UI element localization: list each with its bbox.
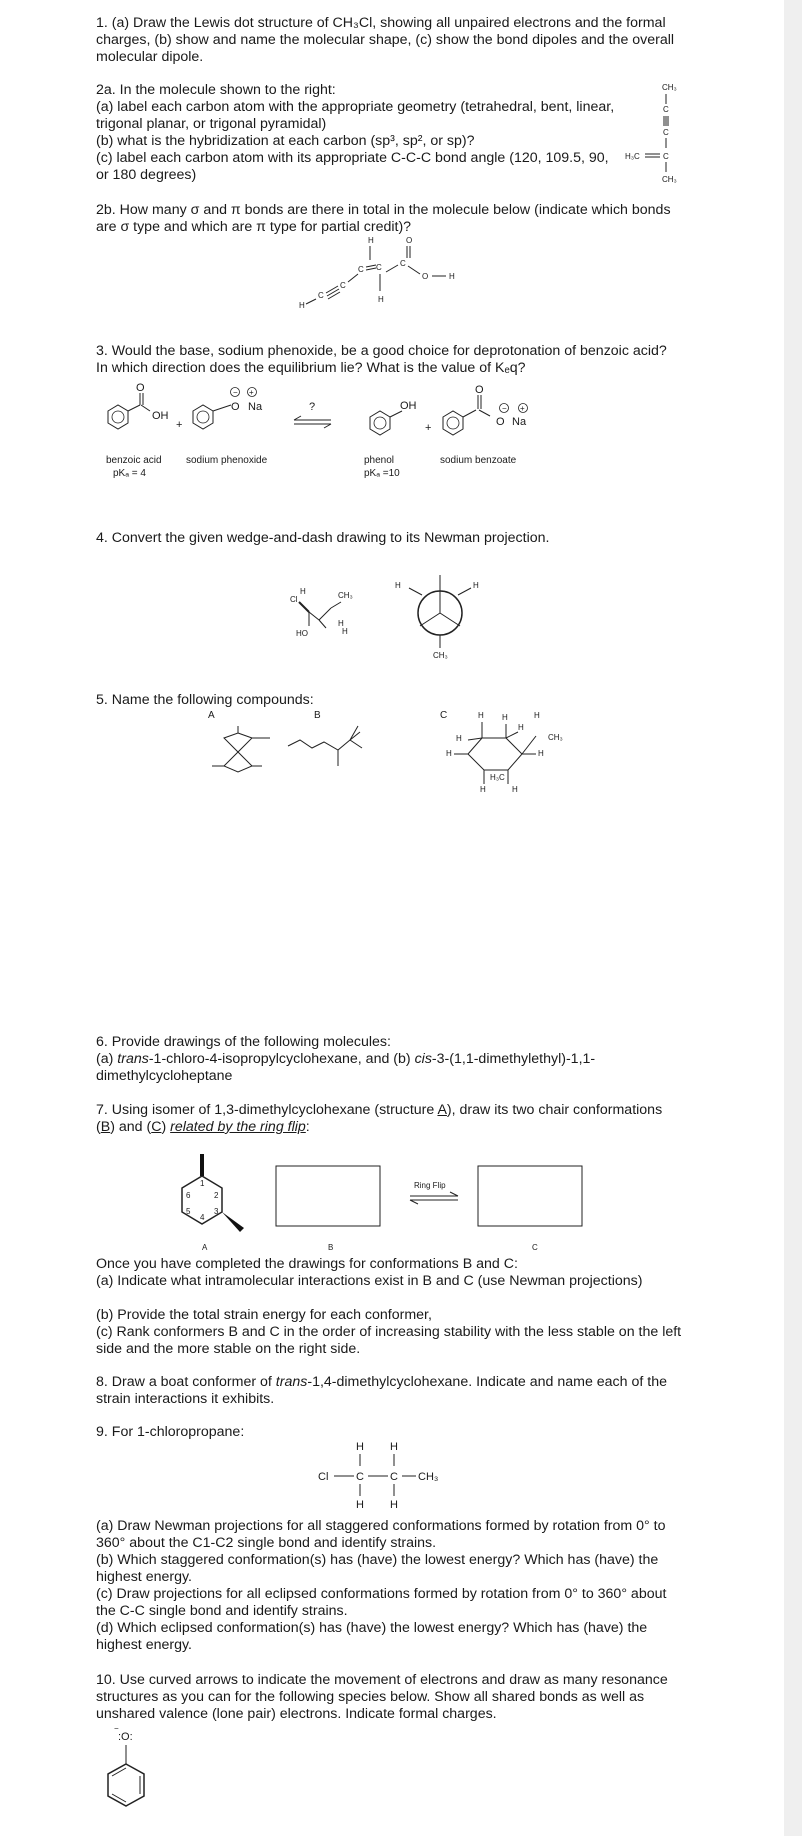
q7-diagram xyxy=(170,1150,600,1260)
q10-charge: − xyxy=(114,1724,119,1733)
question-6-intro: 6. Provide drawings of the following molecules: xyxy=(96,1034,391,1050)
q5-compound-b xyxy=(288,726,362,766)
question-9-intro: 9. For 1-chloropropane: xyxy=(96,1424,245,1440)
q3-na-phenoxide: Na xyxy=(248,401,263,413)
q2b-molecule xyxy=(296,236,486,312)
q9-part-c: (c) Draw projections for all eclipsed conformations formed by rotation from 0° to 360° about the C-C single bond and identify strains. xyxy=(96,1586,667,1619)
q3-plus-phenoxide: + xyxy=(249,388,254,397)
q9-cl: Cl xyxy=(318,1471,329,1483)
q7-ring-4: 4 xyxy=(200,1213,205,1222)
q3-plus-right: + xyxy=(425,422,432,434)
question-8 xyxy=(96,1374,676,1408)
q2a-ch3-bottom: CH₃ xyxy=(662,175,677,184)
q9-h3: H xyxy=(356,1499,364,1511)
q8-rest: -1,4-dimethylcyclohexane. Indicate and name each of the strain interactions it exhibits. xyxy=(96,1374,667,1407)
q2a-c2: C xyxy=(663,128,669,137)
question-2a-part-b: (b) what is the hybridization at each carbon (sp³, sp², or sp)? xyxy=(96,133,475,149)
question-2a-part-a: (a) label each carbon atom with the appropriate geometry (tetrahedral, bent, linear, trigonal planar, or trigonal pyramidal) xyxy=(96,99,615,132)
q3-o-benzoic: O xyxy=(136,382,145,394)
q8-trans: trans xyxy=(275,1374,308,1390)
q5-compounds xyxy=(200,708,620,794)
q9-c2: C xyxy=(390,1471,398,1483)
q5-c-h2: H xyxy=(456,734,462,743)
q3-reaction xyxy=(98,383,568,483)
q4-h2: H xyxy=(338,619,344,628)
question-3 xyxy=(96,343,676,377)
q7-text-5: : xyxy=(305,1119,310,1135)
q9-h1: H xyxy=(356,1441,364,1453)
q5-c-h4: H xyxy=(518,723,524,732)
q4-newman-ch3: CH₃ xyxy=(433,651,448,660)
question-7-followup xyxy=(96,1256,696,1358)
question-2b xyxy=(96,202,676,236)
q9-c1: C xyxy=(356,1471,364,1483)
q2b-h-bottom: H xyxy=(378,295,384,304)
question-7-text xyxy=(96,1102,676,1136)
q3-plus-left: + xyxy=(176,419,183,431)
q3-minus-benzoate: − xyxy=(502,404,507,413)
q7-label-a: A xyxy=(202,1243,208,1252)
q7-followup-c: (c) Rank conformers B and C in the order of increasing stability with the less stable on the left side and the more stable on the right side. xyxy=(96,1324,682,1357)
q2a-molecule xyxy=(620,80,680,195)
q9-ch3: CH₃ xyxy=(418,1471,439,1483)
q4-ch3: CH₃ xyxy=(338,591,353,600)
q7-ring-3: 3 xyxy=(214,1207,219,1216)
q2b-c2: C xyxy=(340,281,346,290)
q2b-h-right: H xyxy=(449,272,455,281)
q3-oh-benzoic: OH xyxy=(152,410,169,422)
q7-text-4: ) xyxy=(161,1119,171,1135)
q7-followup-intro: Once you have completed the drawings for conformations B and C: xyxy=(96,1256,518,1272)
q7-text-2: ), draw its two chair conformations ( xyxy=(96,1102,663,1135)
question-5 xyxy=(96,692,676,709)
q3-plus-benzoate: + xyxy=(520,404,525,413)
page-edge-strip xyxy=(784,0,802,1836)
question-4 xyxy=(96,530,676,547)
q9-part-d: (d) Which eclipsed conformation(s) has (have) the lowest energy? Which has (have) the highest energy. xyxy=(96,1620,648,1653)
question-10-text: 10. Use curved arrows to indicate the movement of electrons and draw as many resonance structures as you can for the following species below. Show all shared bonds as well as unshared valence (lone pair) electrons. Indicate formal charges. xyxy=(96,1672,668,1722)
q6-b-rest: -3-(1,1-dimethylethyl)-1,1-dimethylcycloheptane xyxy=(96,1051,596,1084)
q4-h3: H xyxy=(342,627,348,636)
question-2b-text: 2b. How many σ and π bonds are there in total in the molecule below (indicate which bonds are σ type and which are π type for partial credit)? xyxy=(96,202,671,235)
q10-o-anion: :O: xyxy=(118,1731,133,1743)
q7-followup-b: (b) Provide the total strain energy for each conformer, xyxy=(96,1307,432,1323)
q7-label-b: B xyxy=(328,1243,334,1252)
q4-newman-h1: H xyxy=(395,581,401,590)
q5-compound-a xyxy=(212,726,270,772)
q2b-o-single: O xyxy=(422,272,429,281)
q3-na-benzoate: Na xyxy=(512,416,527,428)
q7-followup-a: (a) Indicate what intramolecular interactions exist in B and C (use Newman projections) xyxy=(96,1273,643,1289)
q3-question-mark: ? xyxy=(309,401,316,413)
q6-a-prefix: (a) xyxy=(96,1051,118,1067)
q4-newman xyxy=(395,570,485,660)
q3-sodium-phenoxide-label: sodium phenoxide xyxy=(186,455,268,466)
question-2a-part-c: (c) label each carbon atom with its appropriate C-C-C bond angle (120, 109.5, 90, or 180 degrees) xyxy=(96,150,609,183)
q2a-h3c: H₃C xyxy=(625,152,640,161)
q2a-c1: C xyxy=(663,105,669,114)
q7-ring-flip-link: related by the ring flip xyxy=(170,1119,306,1135)
question-5-text: 5. Name the following compounds: xyxy=(96,692,314,708)
q2b-o-double: O xyxy=(406,236,413,245)
question-1 xyxy=(96,15,676,66)
q5-c-h9: H xyxy=(512,785,518,794)
question-4-text: 4. Convert the given wedge-and-dash drawing to its Newman projection. xyxy=(96,530,550,546)
q4-wedge-dash xyxy=(286,584,396,644)
q9-part-a: (a) Draw Newman projections for all staggered conformations formed by rotation from 0° to 360° about the C1-C2 single bond and identify strains. xyxy=(96,1518,666,1551)
q3-o-benzoate: O xyxy=(496,416,505,428)
q4-cl: Cl xyxy=(290,595,298,604)
q6-b-cis: cis xyxy=(414,1051,432,1067)
q3-o-phenoxide: O xyxy=(231,401,240,413)
q5-c-h5: H xyxy=(534,711,540,720)
q4-h1: H xyxy=(300,587,306,596)
q5-label-c: C xyxy=(440,710,448,721)
q5-label-a: A xyxy=(208,710,215,721)
q2b-c5: C xyxy=(400,259,406,268)
q2a-c3: C xyxy=(663,152,669,161)
q7-struct-c: C xyxy=(151,1119,162,1135)
question-6-parts xyxy=(96,1051,676,1085)
q2b-c1: C xyxy=(318,291,324,300)
q5-c-ch3: CH₃ xyxy=(548,733,563,742)
q2a-ch3-top: CH₃ xyxy=(662,83,677,92)
q5-c-h8: H xyxy=(480,785,486,794)
q3-minus-phenoxide: − xyxy=(233,388,238,397)
question-6 xyxy=(96,1034,676,1085)
q7-ring-1: 1 xyxy=(200,1179,205,1188)
question-9-parts xyxy=(96,1518,686,1654)
q3-sodium-benzoate-label: sodium benzoate xyxy=(440,455,517,466)
q7-struct-b: B xyxy=(100,1119,111,1135)
q5-c-h3: H xyxy=(502,713,508,722)
q3-phenol-label: phenol xyxy=(364,455,395,466)
q7-struct-a: A xyxy=(437,1102,447,1118)
question-8-text xyxy=(96,1374,676,1408)
q7-label-c: C xyxy=(532,1243,538,1252)
question-7 xyxy=(96,1102,676,1136)
question-3-text: 3. Would the base, sodium phenoxide, be a good choice for deprotonation of benzoic acid? In which direction does the equilibrium lie? What is the value of Kₑq? xyxy=(96,343,667,376)
q7-ring-flip-label: Ring Flip xyxy=(414,1181,446,1190)
q9-h2: H xyxy=(390,1441,398,1453)
q5-label-b: B xyxy=(314,710,321,721)
q9-structure xyxy=(316,1438,456,1514)
q10-phenoxide xyxy=(100,1724,160,1820)
q9-part-b: (b) Which staggered conformation(s) has (have) the lowest energy? Which has (have) the highest energy. xyxy=(96,1552,659,1585)
q2b-c4: C xyxy=(376,263,382,272)
q3-benzoic-acid-pka: pKₐ = 4 xyxy=(113,468,146,479)
q7-structure-a xyxy=(182,1154,244,1252)
q2b-c3: C xyxy=(358,265,364,274)
q5-compound-c xyxy=(446,711,563,794)
q7-box-c[interactable] xyxy=(478,1166,582,1226)
q6-a-rest: -1-chloro-4-isopropylcyclohexane, and (b) xyxy=(148,1051,415,1067)
q9-h4: H xyxy=(390,1499,398,1511)
q3-benzoic-acid-label: benzoic acid xyxy=(106,455,162,466)
q5-c-h3c: H₃C xyxy=(490,773,505,782)
q7-box-b[interactable] xyxy=(276,1166,380,1226)
question-2a-intro: 2a. In the molecule shown to the right: xyxy=(96,82,336,98)
q7-ring-6: 6 xyxy=(186,1191,191,1200)
q7-ring-2: 2 xyxy=(214,1191,219,1200)
question-1-text: 1. (a) Draw the Lewis dot structure of CH₃Cl, showing all unpaired electrons and the formal charges, (b) show and name the molecular shape, (c) show the bond dipoles and the overall molecular dipole. xyxy=(96,15,675,65)
question-2a xyxy=(96,82,616,184)
q7-text-3: ) and ( xyxy=(110,1119,152,1135)
q6-a-trans: trans xyxy=(117,1051,149,1067)
q5-c-h7: H xyxy=(446,749,452,758)
q8-prefix: 8. Draw a boat conformer of xyxy=(96,1374,276,1390)
q5-c-h1: H xyxy=(478,711,484,720)
q7-text-1: 7. Using isomer of 1,3-dimethylcyclohexane (structure xyxy=(96,1102,438,1118)
q3-phenol-pka: pKₐ =10 xyxy=(364,468,400,479)
q3-oh-phenol: OH xyxy=(400,400,417,412)
q2b-h-left: H xyxy=(299,301,305,310)
q7-ring-5: 5 xyxy=(186,1207,191,1216)
question-10 xyxy=(96,1672,686,1723)
q3-o-benzoate-top: O xyxy=(475,384,484,396)
q2b-h-top: H xyxy=(368,236,374,245)
q4-newman-h2: H xyxy=(473,581,479,590)
q5-c-h6: H xyxy=(538,749,544,758)
q4-ho: HO xyxy=(296,629,308,638)
